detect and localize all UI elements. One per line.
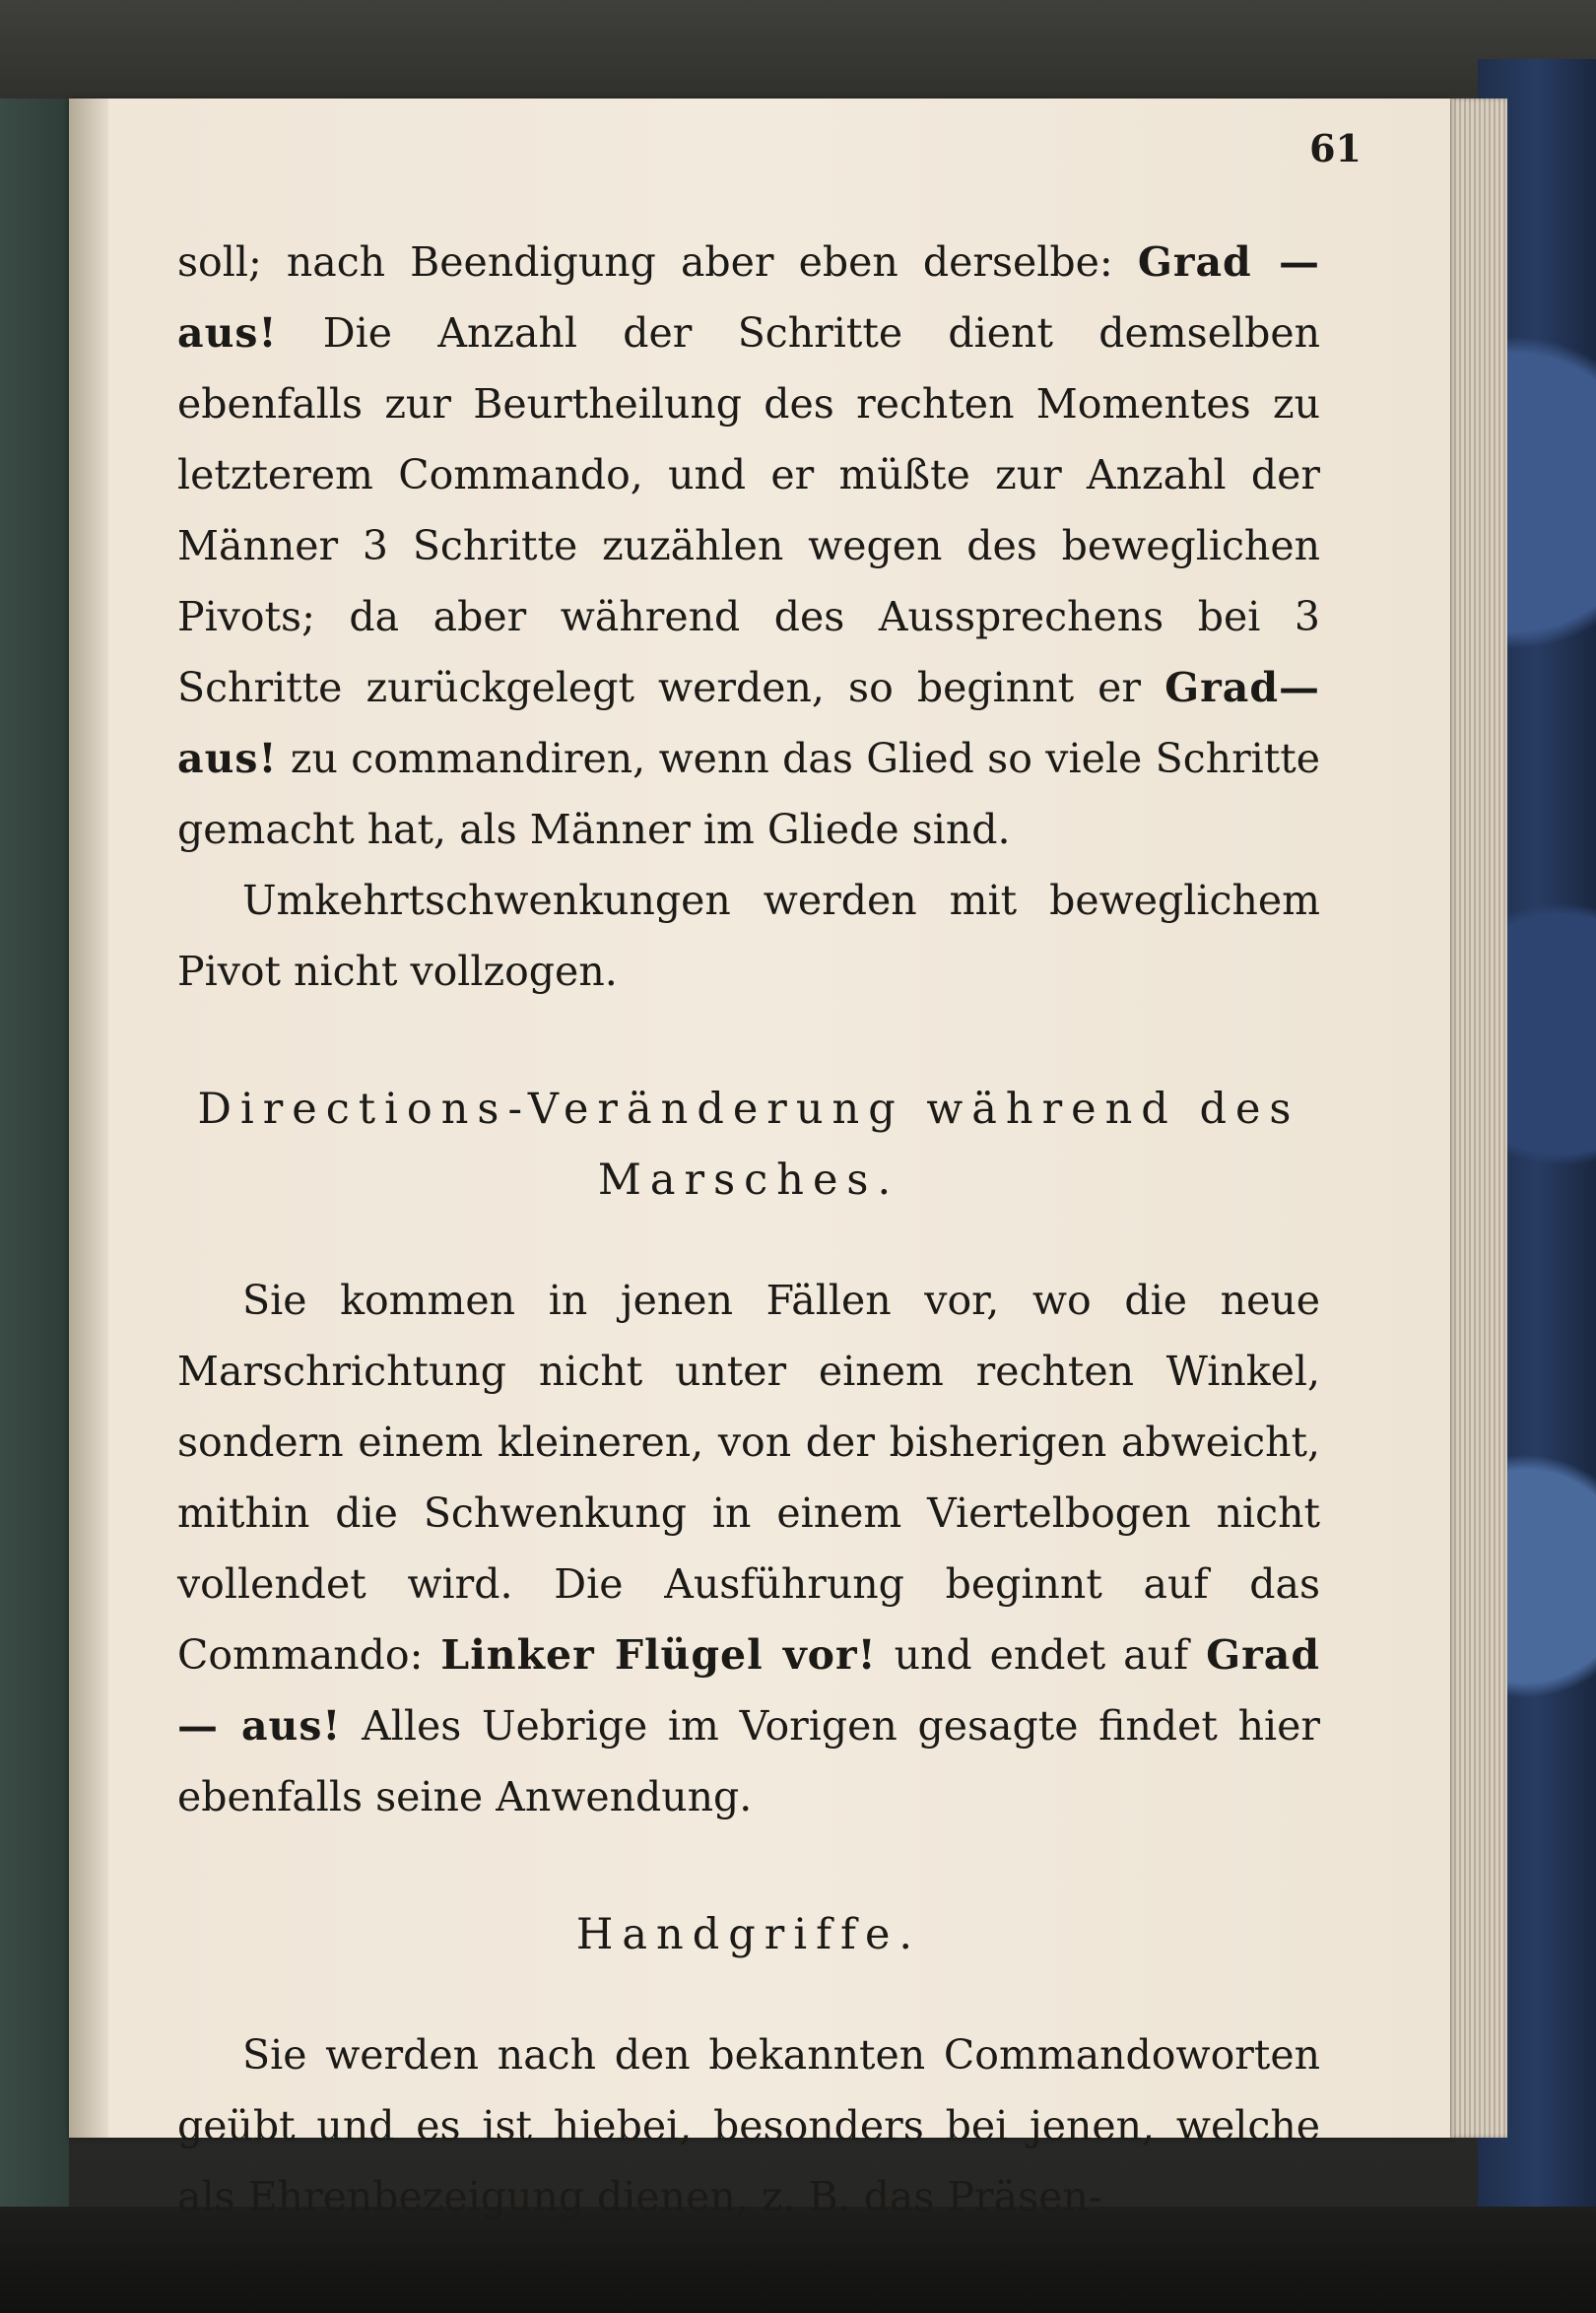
paragraph-1-text-a: soll; nach Beendigung aber eben derselbe:	[177, 238, 1138, 286]
book-page	[69, 99, 1450, 2220]
section-heading-directions: Directions-Veränderung während des Marsches.	[197, 1085, 1300, 1205]
paragraph-1-text-c: zu commandiren, wenn das Glied so viele Schritte gemacht hat, als Männer im Gliede sind.	[177, 735, 1320, 853]
paragraph-3-text-b: und endet auf	[876, 1631, 1207, 1679]
command-grad-aus-1: Grad — aus!	[177, 238, 1321, 357]
section-heading-handgriffe: Handgriffe.	[575, 1910, 922, 1959]
paragraph-3	[177, 1265, 1320, 1832]
paragraph-2: Umkehrtschwenkungen werden mit beweglichem Pivot nicht vollzogen.	[177, 877, 1320, 995]
paragraph-1	[177, 227, 1320, 865]
paragraph-4: Sie werden nach den bekannten Commandoworten geübt und es ist hiebei, besonders bei jenen, welche als Ehrenbezeigung dienen, z. B. das Präsen-	[177, 2031, 1320, 2220]
page-edges	[1446, 99, 1507, 2138]
command-grad-aus-2: Grad— aus!	[177, 664, 1320, 782]
command-grad-aus-3: Grad — aus!	[177, 1631, 1321, 1750]
cover-left	[0, 99, 69, 2207]
page-number: 61	[1309, 126, 1362, 170]
paragraph-3-text-a: Sie kommen in jenen Fällen vor, wo die neue Marschrichtung nicht unter einem rechten Winkel, sondern einem kleineren, von der bisherigen abweicht, mithin die Schwenkung in einem Viertelbogen nicht vollendet wird. Die Ausführung beginnt auf das Commando:	[177, 1277, 1320, 1679]
page-gutter	[69, 99, 108, 2138]
paragraph-1-text-b: Die Anzahl der Schritte dient demselben ebenfalls zur Beurtheilung des rechten Momentes zu letzterem Commando, und er müßte zur Anzahl der Männer 3 Schritte zuzählen wegen des beweglichen Pivots; da aber während des Aussprechens bei 3 Schritte zurückgelegt werden, so beginnt er	[177, 309, 1320, 711]
command-linker-fluegel: Linker Flügel vor!	[440, 1631, 877, 1679]
paragraph-3-text-c: Alles Uebrige im Vorigen gesagte findet hier ebenfalls seine Anwendung.	[177, 1702, 1320, 1820]
cover-top	[0, 0, 1596, 99]
page-text	[177, 227, 1320, 2232]
